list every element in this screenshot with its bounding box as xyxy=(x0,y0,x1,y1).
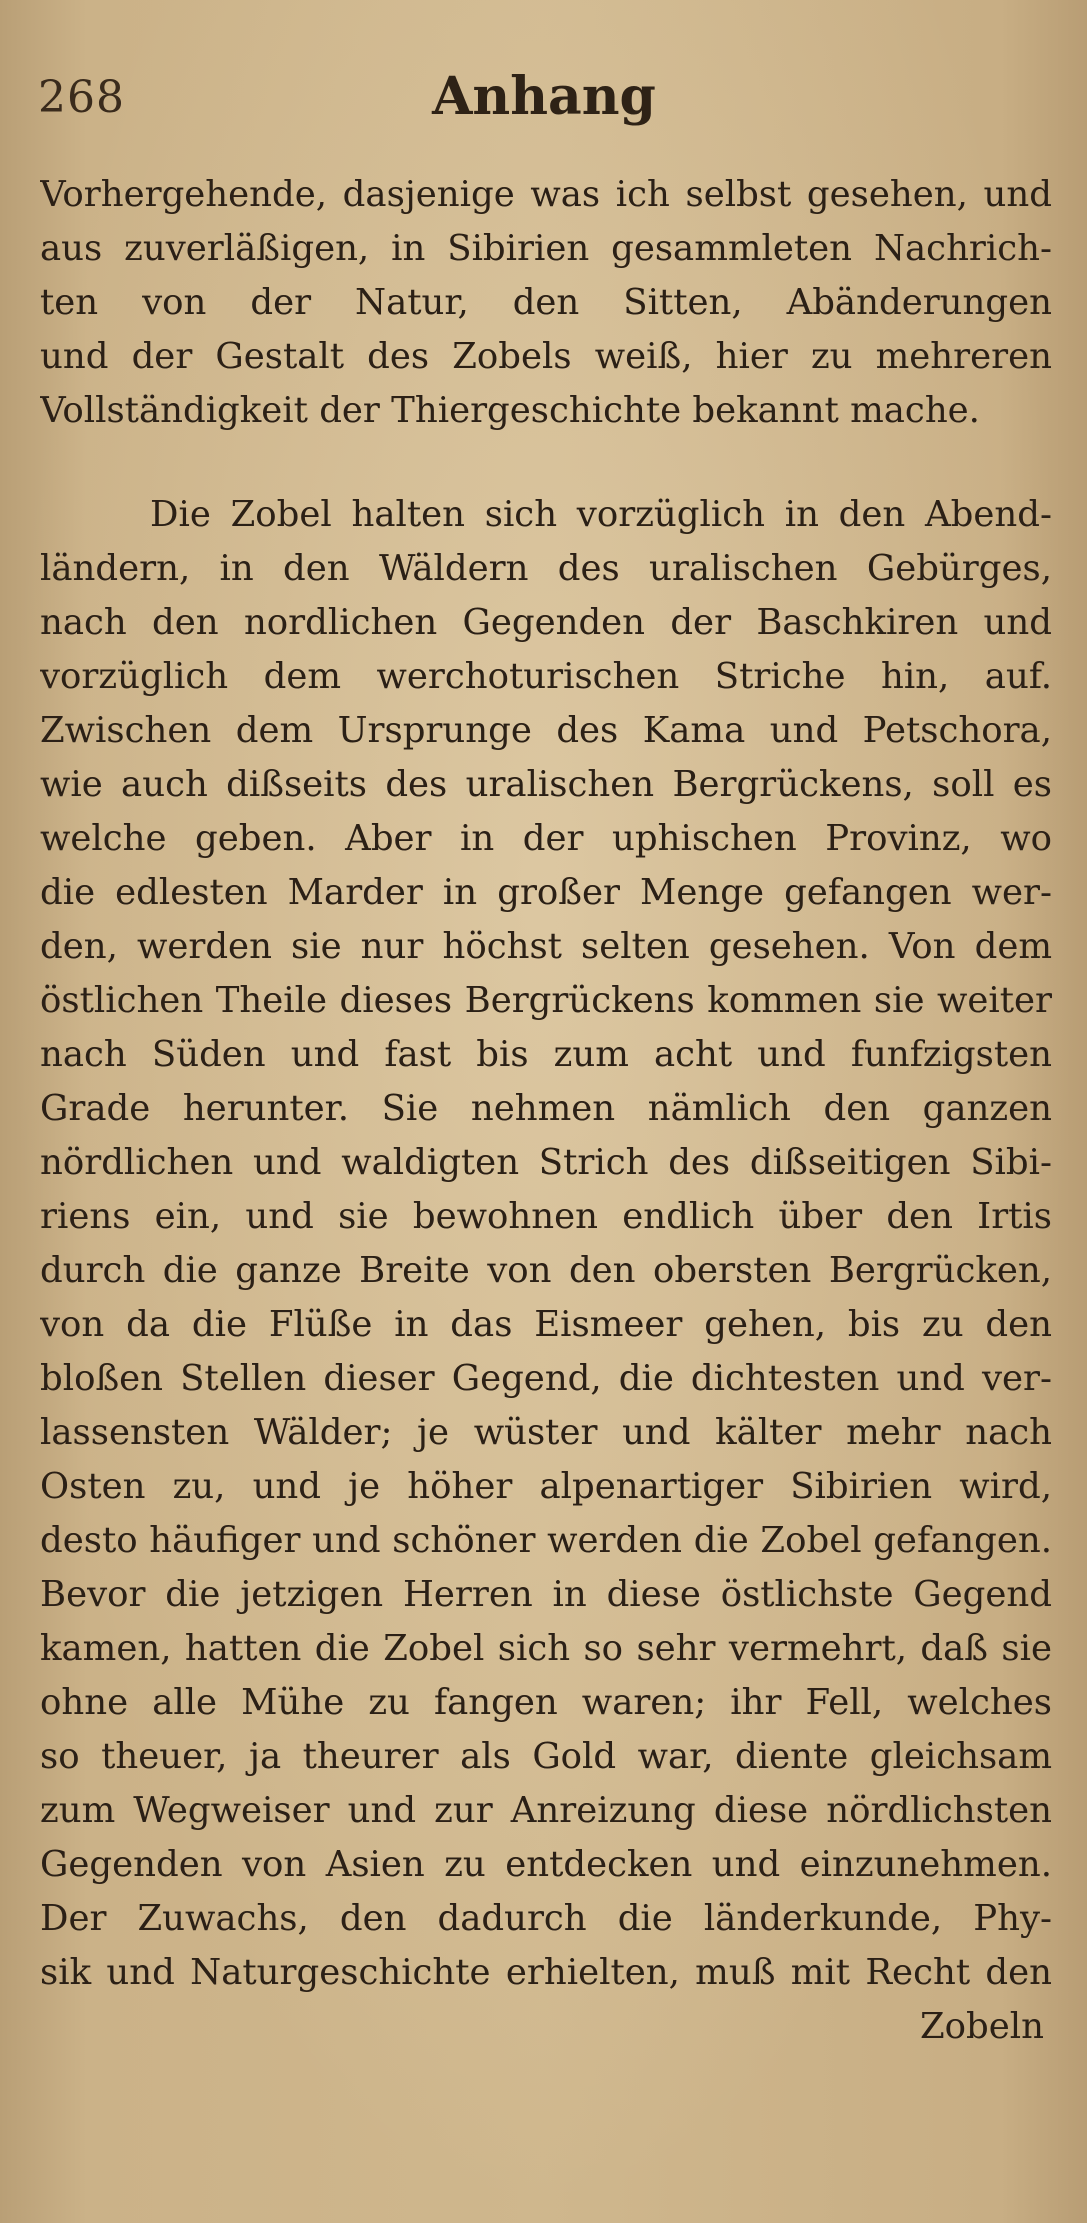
body-text xyxy=(40,168,1052,2054)
text-line: nach Süden und fast bis zum acht und funfzigsten xyxy=(40,1034,1052,1075)
page-header xyxy=(38,60,1050,130)
text-line: nördlichen und waldigten Strich des dißseitigen Sibi- xyxy=(40,1142,1052,1183)
text-line: lassensten Wälder; je wüster und kälter mehr nach xyxy=(40,1412,1052,1453)
text-line: östlichen Theile dieses Bergrückens kommen sie weiter xyxy=(40,980,1052,1021)
text-line: ten von der Natur, den Sitten, Abänderungen xyxy=(40,282,1052,323)
text-line: Gegenden von Asien zu entdecken und einzunehmen. xyxy=(40,1844,1052,1885)
text-line: nach den nordlichen Gegenden der Baschkiren und xyxy=(40,602,1052,643)
text-line: so theuer, ja theurer als Gold war, diente gleichsam xyxy=(40,1736,1052,1777)
text-line: vorzüglich dem werchoturischen Striche hin, auf. xyxy=(40,656,1052,697)
text-line: Der Zuwachs, den dadurch die länderkunde, Phy- xyxy=(40,1898,1052,1939)
text-line: Osten zu, und je höher alpenartiger Sibirien wird, xyxy=(40,1466,1052,1507)
text-line: Vollständigkeit der Thiergeschichte bekannt mache. xyxy=(40,390,980,431)
text-line: wie auch dißseits des uralischen Bergrückens, soll es xyxy=(40,764,1052,805)
text-line: zum Wegweiser und zur Anreizung diese nördlichsten xyxy=(40,1790,1052,1831)
text-line: die edlesten Marder in großer Menge gefangen wer- xyxy=(40,872,1052,913)
page-number: 268 xyxy=(38,72,125,123)
running-head: Anhang xyxy=(432,66,656,127)
text-line: desto häufiger und schöner werden die Zobel gefangen. xyxy=(40,1520,1052,1561)
paragraph-1 xyxy=(40,168,1052,438)
text-line: von da die Flüße in das Eismeer gehen, bis zu den xyxy=(40,1304,1052,1345)
text-line: ländern, in den Wäldern des uralischen Gebürges, xyxy=(40,548,1052,589)
text-line: Die Zobel halten sich vorzüglich in den Abend- xyxy=(150,494,1052,535)
text-line: riens ein, und sie bewohnen endlich über den Irtis xyxy=(40,1196,1052,1237)
catchword: Zobeln xyxy=(920,2006,1044,2047)
text-line: Bevor die jetzigen Herren in diese östlichste Gegend xyxy=(40,1574,1052,1615)
text-line: bloßen Stellen dieser Gegend, die dichtesten und ver- xyxy=(40,1358,1052,1399)
text-line: den, werden sie nur höchst selten gesehen. Von dem xyxy=(40,926,1052,967)
text-line: und der Gestalt des Zobels weiß, hier zu mehreren xyxy=(40,336,1052,377)
paragraph-gap xyxy=(40,438,1052,488)
text-line: Vorhergehende, dasjenige was ich selbst gesehen, und xyxy=(40,174,1052,215)
text-line: kamen, hatten die Zobel sich so sehr vermehrt, daß sie xyxy=(40,1628,1052,1669)
text-line: Zwischen dem Ursprunge des Kama und Petschora, xyxy=(40,710,1052,751)
text-line: ohne alle Mühe zu fangen waren; ihr Fell, welches xyxy=(40,1682,1052,1723)
text-line: sik und Naturgeschichte erhielten, muß mit Recht den xyxy=(40,1952,1052,1993)
paragraph-2 xyxy=(40,488,1052,2000)
text-line: welche geben. Aber in der uphischen Provinz, wo xyxy=(40,818,1052,859)
text-line: durch die ganze Breite von den obersten Bergrücken, xyxy=(40,1250,1052,1291)
text-line: Grade herunter. Sie nehmen nämlich den ganzen xyxy=(40,1088,1052,1129)
text-line: aus zuverläßigen, in Sibirien gesammleten Nachrich- xyxy=(40,228,1052,269)
